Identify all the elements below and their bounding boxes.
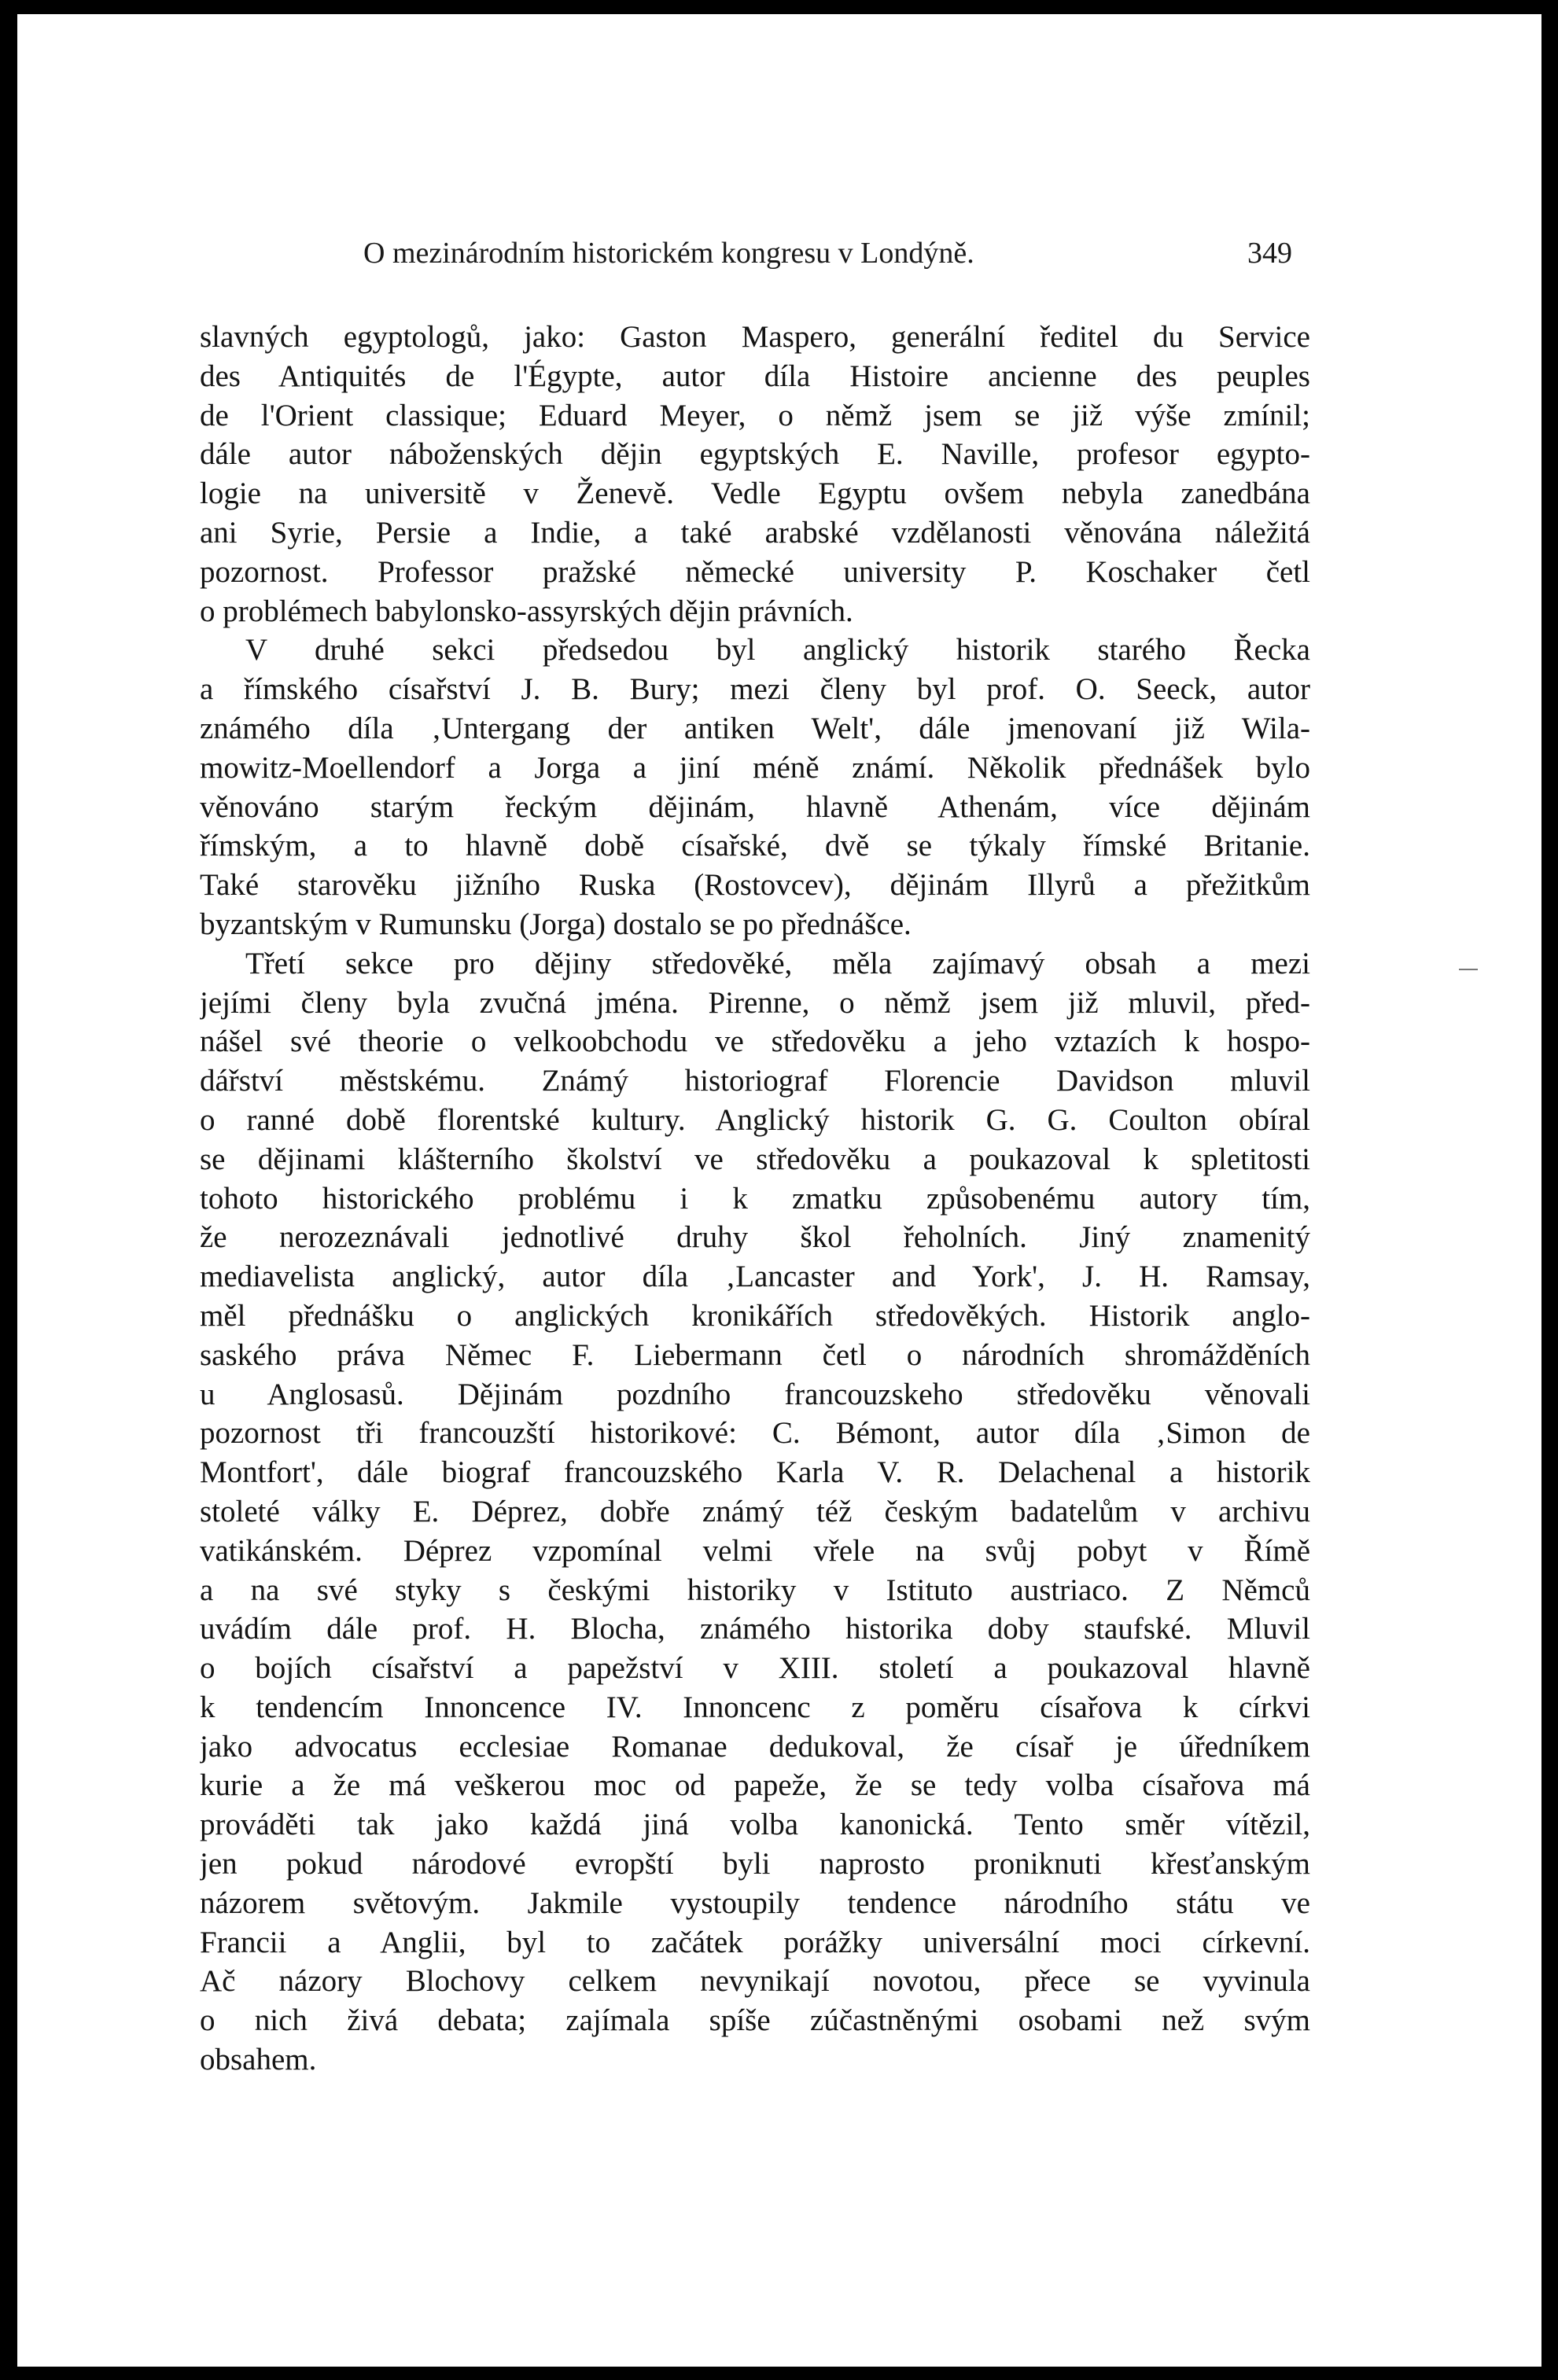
text-line: známého díla ‚Untergang der antiken Welt', dále jmenovaní již Wila-: [200, 711, 1310, 745]
text-line: u Anglosasů. Dějinám pozdního francouzskeho středověku věnovali: [200, 1377, 1310, 1411]
text-line: V druhé sekci předsedou byl anglický historik starého Řecka: [245, 633, 1310, 668]
text-line: prováděti tak jako každá jiná volba kanonická. Tento směr vítězil,: [200, 1808, 1310, 1842]
text-line: slavných egyptologů, jako: Gaston Maspero, generální ředitel du Service: [200, 320, 1310, 354]
text-line: o bojích císařství a papežství v XIII. století a poukazoval hlavně: [200, 1651, 1310, 1686]
text-line: jen pokud národové evropští byli naprosto proniknuti křesťanským: [200, 1847, 1310, 1882]
text-line: jejími členy byla zvučná jména. Pirenne, o němž jsem již mluvil, před-: [200, 985, 1310, 1020]
text-line: o nich živá debata; zajímala spíše zúčastněnými osobami než svým: [200, 2003, 1310, 2038]
running-title: O mezinárodním historickém kongresu v Londýně.: [363, 237, 974, 270]
text-line: dářství městskému. Známý historiograf Florencie Davidson mluvil: [200, 1064, 1310, 1098]
text-line: byzantským v Rumunsku (Jorga) dostalo se po přednášce.: [200, 907, 912, 941]
margin-mark: [1459, 969, 1478, 970]
text-line: pozornost tři francouzští historikové: C. Bémont, autor díla ‚Simon de: [200, 1416, 1310, 1451]
text-line: tohoto historického problému i k zmatku způsobenému autory tím,: [200, 1181, 1310, 1216]
text-line: jako advocatus ecclesiae Romanae dedukoval, že císař je úředníkem: [200, 1729, 1310, 1764]
text-line: měl přednášku o anglických kronikářích středověkých. Historik anglo-: [200, 1298, 1310, 1333]
text-line: Třetí sekce pro dějiny středověké, měla zajímavý obsah a mezi: [245, 946, 1310, 980]
text-line: Také starověku jižního Ruska (Rostovcev), dějinám Illyrů a přežitkům: [200, 868, 1310, 903]
text-line: pozornost. Professor pražské německé university P. Koschaker četl: [200, 554, 1310, 589]
book-page: [17, 14, 1541, 2367]
text-line: Francii a Anglii, byl to začátek porážky universální moci církevní.: [200, 1925, 1310, 1959]
text-line: kurie a že má veškerou moc od papeže, že se tedy volba císařova má: [200, 1768, 1310, 1803]
text-line: saského práva Němec F. Liebermann četl o národních shromážděních: [200, 1337, 1310, 1372]
text-line: obsahem.: [200, 2043, 317, 2077]
text-line: mediavelista anglický, autor díla ‚Lancaster and York', J. H. Ramsay,: [200, 1260, 1310, 1294]
text-line: uvádím dále prof. H. Blocha, známého historika doby staufské. Mluvil: [200, 1612, 1310, 1646]
text-line: a na své styky s českými historiky v Istituto austriaco. Z Němců: [200, 1573, 1310, 1607]
text-line: římským, a to hlavně době císařské, dvě se týkaly římské Britanie.: [200, 829, 1310, 863]
text-line: nášel své theorie o velkoobchodu ve středověku a jeho vztazích k hospo-: [200, 1024, 1310, 1059]
text-line: ani Syrie, Persie a Indie, a také arabské vzdělanosti věnována náležitá: [200, 515, 1310, 550]
text-line: k tendencím Innoncence IV. Innoncenc z poměru císařova k církvi: [200, 1690, 1310, 1724]
text-line: se dějinami klášterního školství ve středověku a poukazoval k spletitosti: [200, 1142, 1310, 1176]
text-line: Montfort', dále biograf francouzského Karla V. R. Delachenal a historik: [200, 1455, 1310, 1490]
text-line: vatikánském. Déprez vzpomínal velmi vřele na svůj pobyt v Římě: [200, 1533, 1310, 1568]
text-line: dále autor náboženských dějin egyptských E. Naville, profesor egypto-: [200, 437, 1310, 472]
text-line: o problémech babylonsko-assyrských dějin právních.: [200, 594, 853, 628]
body-text: [200, 318, 1310, 2080]
text-line: stoleté války E. Déprez, dobře známý též českým badatelům v archivu: [200, 1494, 1310, 1528]
page-number: 349: [1247, 237, 1292, 270]
text-line: Ač názory Blochovy celkem nevynikají novotou, přece se vyvinula: [200, 1964, 1310, 1999]
text-line: des Antiquités de l'Égypte, autor díla Histoire ancienne des peuples: [200, 359, 1310, 393]
text-line: věnováno starým řeckým dějinám, hlavně Athenám, více dějinám: [200, 789, 1310, 824]
text-line: že nerozeznávali jednotlivé druhy škol řeholních. Jiný znamenitý: [200, 1220, 1310, 1255]
text-line: de l'Orient classique; Eduard Meyer, o němž jsem se již výše zmínil;: [200, 398, 1310, 432]
text-line: o ranné době florentské kultury. Anglický historik G. G. Coulton obíral: [200, 1102, 1310, 1137]
page-header: [363, 236, 1307, 283]
text-line: a římského císařství J. B. Bury; mezi členy byl prof. O. Seeck, autor: [200, 672, 1310, 707]
text-line: názorem světovým. Jakmile vystoupily tendence národního státu ve: [200, 1885, 1310, 1920]
text-line: mowitz-Moellendorf a Jorga a jiní méně známí. Několik přednášek bylo: [200, 750, 1310, 785]
text-line: logie na universitě v Ženevě. Vedle Egyptu ovšem nebyla zanedbána: [200, 476, 1310, 511]
